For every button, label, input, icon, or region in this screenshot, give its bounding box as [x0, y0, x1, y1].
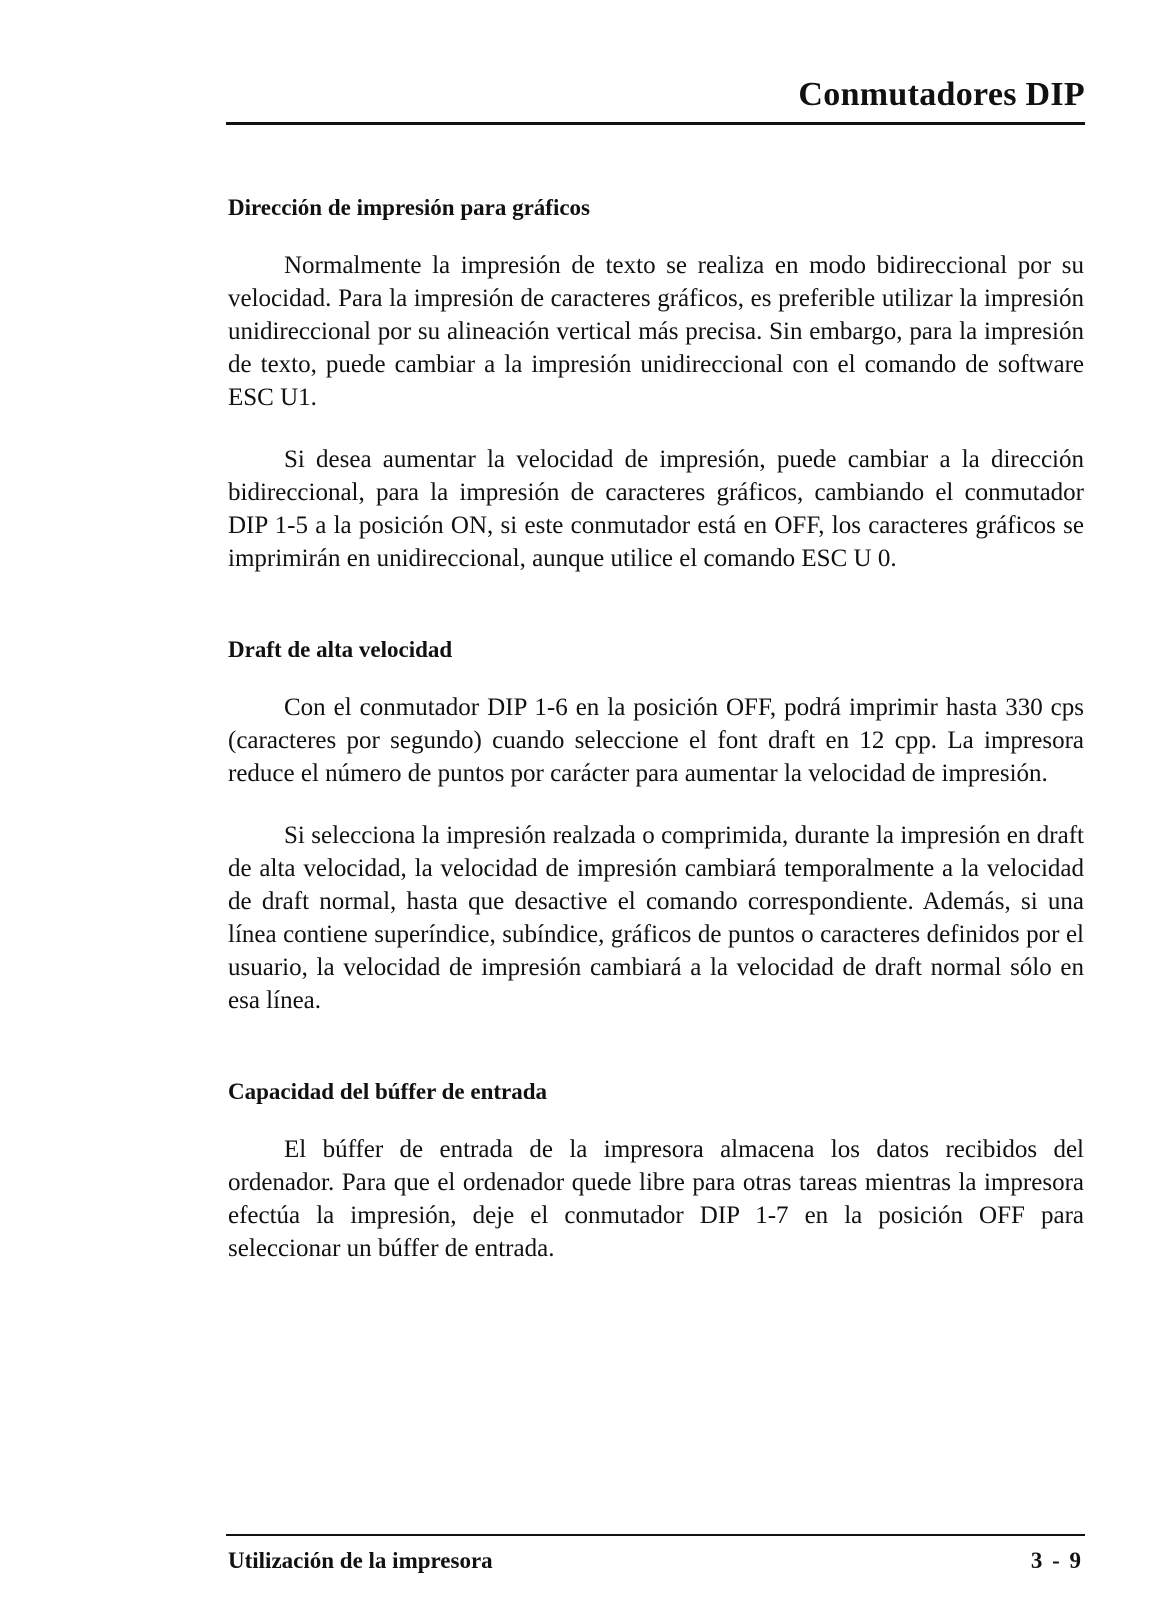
page-header-title: Conmutadores DIP [798, 76, 1085, 113]
paragraph: Si selecciona la impresión realzada o comprimida, durante la impresión en draft de alta velocidad, la velocidad de impresión cambiará temporalmente a la velocidad de draft normal, hasta que desactive el comando correspondiente. Además, si una línea contiene superíndice, subíndice, gráficos de puntos o caracteres definidos por el usuario, la velocidad de impresión cambiará a la velocidad de draft normal sólo en esa línea. [228, 822, 1084, 1014]
header-rule [226, 122, 1085, 125]
footer-rule [226, 1534, 1085, 1536]
section-heading: Dirección de impresión para gráficos [228, 195, 590, 220]
paragraph: Normalmente la impresión de texto se realiza en modo bidireccional por su velocidad. Para la impresión de caracteres gráficos, es preferible utilizar la impresión unidireccional por su alineación vertical más precisa. Sin embargo, para la impresión de texto, puede cambiar a la impresión unidireccional con el comando de software ESC U1. [228, 252, 1084, 411]
section-heading: Draft de alta velocidad [228, 637, 453, 662]
footer-chapter-title: Utilización de la impresora [228, 1548, 493, 1573]
section-input-buffer [228, 1077, 1084, 1265]
paragraph: Con el conmutador DIP 1-6 en la posición OFF, podrá imprimir hasta 330 cps (caracteres por segundo) cuando seleccione el font draft en 12 cpp. La impresora reduce el número de puntos por carácter para aumentar la velocidad de impresión. [228, 694, 1084, 787]
page-body [228, 193, 1084, 1265]
section-heading: Capacidad del búffer de entrada [228, 1079, 548, 1104]
section-print-direction [228, 193, 1084, 575]
paragraph: Si desea aumentar la velocidad de impresión, puede cambiar a la dirección bidireccional, para la impresión de caracteres gráficos, cambiando el conmutador DIP 1-5 a la posición ON, si este conmutador está en OFF, los caracteres gráficos se imprimirán en unidireccional, aunque utilice el comando ESC U 0. [228, 446, 1084, 572]
footer-page-number: 3 - 9 [1030, 1548, 1083, 1573]
section-high-speed-draft [228, 635, 1084, 1017]
paragraph: El búffer de entrada de la impresora almacena los datos recibidos del ordenador. Para que el ordenador quede libre para otras tareas mientras la impresora efectúa la impresión, deje el conmutador DIP 1-7 en la posición OFF para seleccionar un búffer de entrada. [228, 1136, 1084, 1262]
